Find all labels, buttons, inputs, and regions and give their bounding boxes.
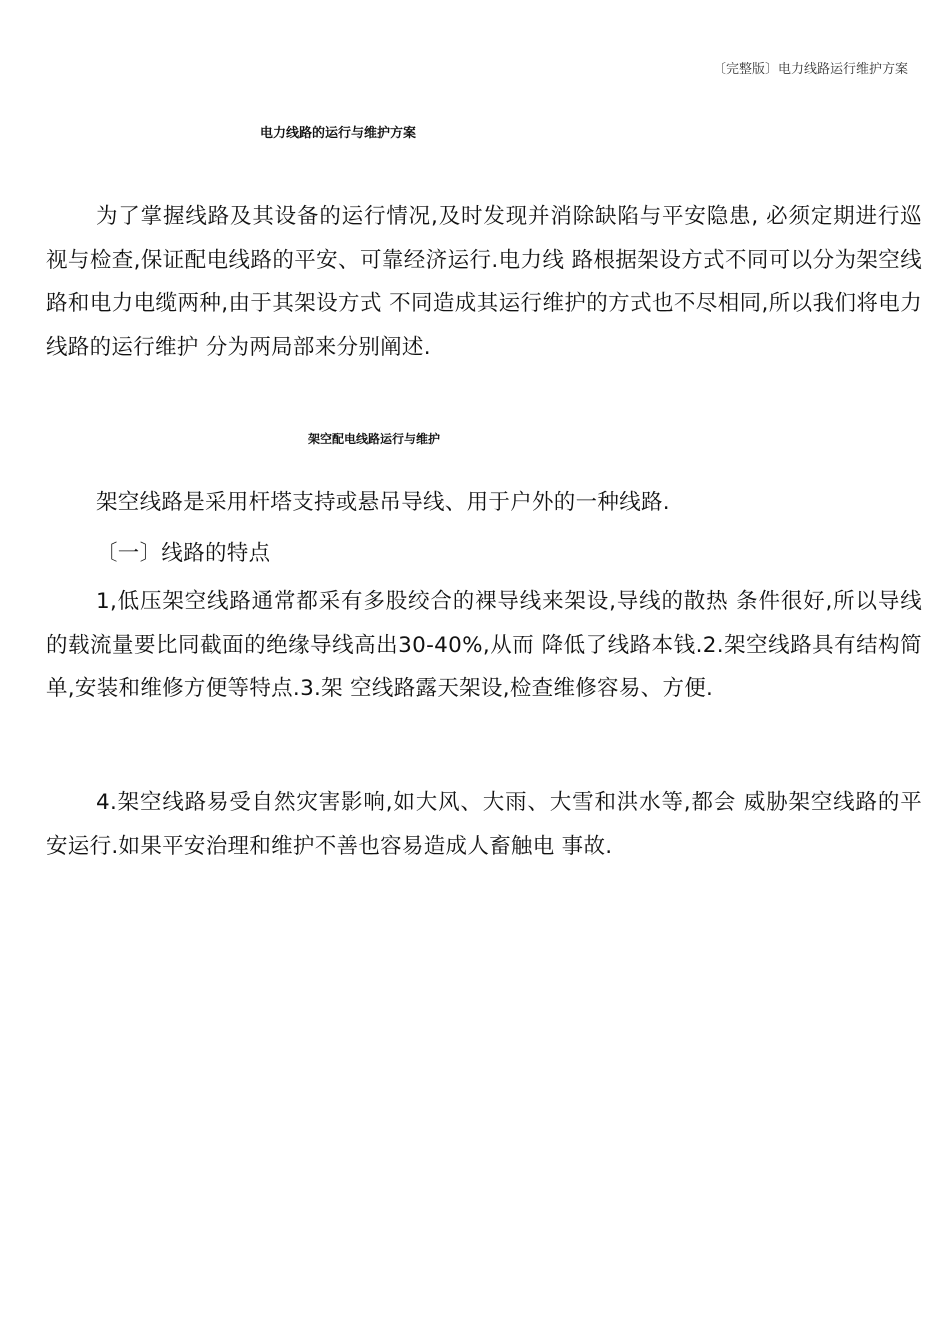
subsection-heading: 〔一〕线路的特点 xyxy=(96,541,271,566)
feature-4-paragraph: 4.架空线路易受自然灾害影响,如大风、大雨、大雪和洪水等,都会 威胁架空线路的平安运行.如果平安治理和维护不善也容易造成人畜触电 事故. xyxy=(46,790,922,859)
intro-paragraph: 为了掌握线路及其设备的运行情况,及时发现并消除缺陷与平安隐患, 必须定期进行巡视与检查,保证配电线路的平安、可靠经济运行.电力线 路根据架设方式不同可以分为架空线路和电力电缆两种,由于其架设方式 不同造成其运行维护的方式也不尽相同,所以我们将电力线路的运行维护 分为两局部来分别阐述. xyxy=(46,204,922,360)
section-title: 架空配电线路运行与维护 xyxy=(308,432,441,446)
running-header: 〔完整版〕电力线路运行维护方案 xyxy=(712,62,908,77)
document-title: 电力线路的运行与维护方案 xyxy=(260,126,417,141)
definition-paragraph: 架空线路是采用杆塔支持或悬吊导线、用于户外的一种线路. xyxy=(96,490,670,515)
features-paragraph: 1,低压架空线路通常都采有多股绞合的裸导线来架设,导线的散热 条件很好,所以导线的载流量要比同截面的绝缘导线高出30-40%,从而 降低了线路本钱.2.架空线路具有结构简单,安装和维修方便等特点.3.架 空线路露天架设,检查维修容易、方便. xyxy=(46,589,922,701)
